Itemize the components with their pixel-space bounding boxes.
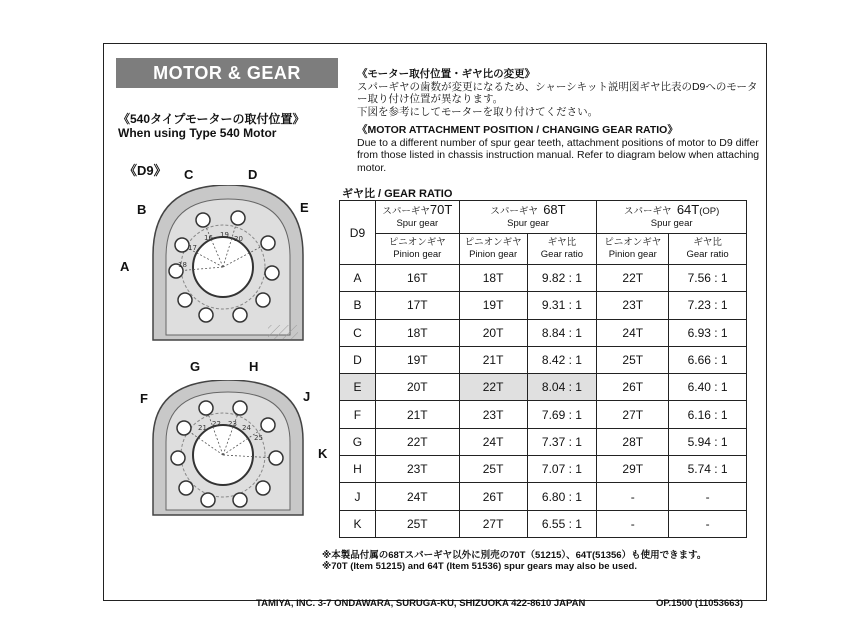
- cell-p68: 27T: [459, 510, 527, 537]
- table-row: [340, 319, 747, 346]
- hole-number: 18: [178, 261, 187, 269]
- intro-heading-en: 《MOTOR ATTACHMENT POSITION / CHANGING GEAR RATIO》: [357, 124, 678, 136]
- ratio-header: [527, 234, 597, 265]
- note-en: ※70T (Item 51215) and 64T (Item 51536) spur gears may also be used.: [322, 561, 637, 572]
- cell-r64: 7.23 : 1: [669, 292, 747, 319]
- position-label-c: C: [184, 167, 194, 182]
- cell-p70: 25T: [375, 510, 459, 537]
- spur-label-en: Spur gear: [396, 218, 439, 229]
- cell-pos: H: [340, 456, 376, 483]
- cell-p64: 28T: [597, 428, 669, 455]
- cell-p70: 23T: [375, 456, 459, 483]
- cell-p70: 22T: [375, 428, 459, 455]
- position-label-j: J: [303, 389, 311, 404]
- table-row: [340, 483, 747, 510]
- ratio-header: [669, 234, 747, 265]
- cell-pos: G: [340, 428, 376, 455]
- table-row: [340, 401, 747, 428]
- cell-r68: 8.04 : 1: [527, 374, 597, 401]
- table-row: [340, 265, 747, 292]
- cell-r68: 7.07 : 1: [527, 456, 597, 483]
- table-row: [340, 428, 747, 455]
- intro-body-jp-1: スパーギヤの歯数が変更になるため、シャーシキット説明図ギヤ比表のD9へのモーター取り付け位置が異なります。: [357, 80, 758, 105]
- table-corner: D9: [340, 201, 376, 265]
- hole-number: 25: [254, 434, 263, 442]
- cell-p70: 18T: [375, 319, 459, 346]
- cell-r64: -: [669, 483, 747, 510]
- position-label-f: F: [140, 391, 148, 406]
- motor-subtitle-jp: 《540タイプモーターの取付位置》: [118, 112, 305, 126]
- pinion-header: [597, 234, 669, 265]
- cell-p64: 26T: [597, 374, 669, 401]
- cell-p64: 29T: [597, 456, 669, 483]
- cell-p68: 22T: [459, 374, 527, 401]
- hole-number: 21: [198, 424, 207, 432]
- table-row: [340, 374, 747, 401]
- cell-p68: 18T: [459, 265, 527, 292]
- spur-label-en: Spur gear: [650, 218, 693, 229]
- spur68-value: 68T: [543, 202, 566, 217]
- cell-r68: 8.84 : 1: [527, 319, 597, 346]
- table-row: [340, 292, 747, 319]
- cell-p70: 21T: [375, 401, 459, 428]
- spur-label-jp: スパーギヤ: [382, 206, 430, 217]
- d9-label: 《D9》: [124, 163, 167, 178]
- position-label-b: B: [137, 202, 147, 217]
- cell-p64: -: [597, 483, 669, 510]
- pinion-label-en: Pinion gear: [469, 249, 518, 260]
- cell-r68: 8.42 : 1: [527, 346, 597, 373]
- hole-number: 22: [212, 420, 221, 428]
- cell-p68: 25T: [459, 456, 527, 483]
- intro-body-jp-2: 下図を参考にしてモーターを取り付けてください。: [357, 105, 599, 118]
- ratio-label-en: Gear ratio: [540, 249, 584, 260]
- cell-r64: -: [669, 510, 747, 537]
- ratio-label-jp: ギヤ比: [547, 237, 577, 248]
- cell-r64: 5.94 : 1: [669, 428, 747, 455]
- footer-code: OP.1500 (11053663): [656, 598, 743, 609]
- pinion-label-jp: ピニオンギヤ: [464, 237, 522, 248]
- spur-label-jp: スパーギヤ: [490, 206, 538, 217]
- pinion-label-jp: ピニオンギヤ: [604, 237, 662, 248]
- cell-p70: 20T: [375, 374, 459, 401]
- motor-subtitle-en: When using Type 540 Motor: [118, 126, 277, 140]
- spur64-note: (OP): [699, 206, 720, 217]
- cell-p68: 19T: [459, 292, 527, 319]
- position-label-d: D: [248, 167, 258, 182]
- hole-number: 24: [242, 424, 251, 432]
- ratio-label-en: Gear ratio: [686, 249, 729, 260]
- pinion-label-jp: ピニオンギヤ: [388, 237, 446, 248]
- cell-p64: -: [597, 510, 669, 537]
- cell-r68: 9.82 : 1: [527, 265, 597, 292]
- note-jp: ※本製品付属の68Tスパーギヤ以外に別売の70T（51215）、64T(51356）も使用できます。: [322, 550, 707, 561]
- cell-r64: 6.66 : 1: [669, 346, 747, 373]
- cell-r68: 7.37 : 1: [527, 428, 597, 455]
- cell-r64: 6.93 : 1: [669, 319, 747, 346]
- hole-number: 16: [204, 234, 213, 242]
- hole-number: 20: [234, 235, 243, 243]
- cell-r64: 6.40 : 1: [669, 374, 747, 401]
- spur70-value: 70T: [429, 202, 453, 217]
- ratio-label-jp: ギヤ比: [693, 237, 722, 248]
- intro-body-en: Due to a different number of spur gear teeth, attachment positions of motor to D9 differ from those listed in chassis instruction manual. Refer to diagram below when attaching motor.: [357, 136, 760, 174]
- pinion-label-en: Pinion gear: [608, 249, 657, 260]
- intro-text: [357, 68, 762, 174]
- table-row: [340, 346, 747, 373]
- cell-p64: 23T: [597, 292, 669, 319]
- cell-r64: 5.74 : 1: [669, 456, 747, 483]
- position-label-g: G: [190, 359, 201, 374]
- position-label-e: E: [300, 200, 309, 215]
- table-row: [340, 456, 747, 483]
- cell-p68: 24T: [459, 428, 527, 455]
- cell-r68: 9.31 : 1: [527, 292, 597, 319]
- cell-r68: 6.80 : 1: [527, 483, 597, 510]
- cell-p68: 26T: [459, 483, 527, 510]
- gear-ratio-table: [339, 200, 747, 538]
- cell-r64: 7.56 : 1: [669, 265, 747, 292]
- hole-number: 19: [220, 231, 229, 239]
- cell-pos: C: [340, 319, 376, 346]
- cell-pos: B: [340, 292, 376, 319]
- pinion-label-en: Pinion gear: [393, 249, 442, 260]
- motor-mount-diagram-top: [148, 185, 308, 345]
- intro-heading-jp: 《モーター取付位置・ギヤ比の変更》: [357, 68, 536, 80]
- table-row: [340, 510, 747, 537]
- spur-label-en: Spur gear: [507, 218, 549, 229]
- position-label-k: K: [318, 446, 328, 461]
- pinion-header: [375, 234, 459, 265]
- cell-r68: 7.69 : 1: [527, 401, 597, 428]
- section-title: MOTOR & GEAR: [116, 58, 338, 88]
- spur68-header: [459, 201, 597, 234]
- cell-p70: 17T: [375, 292, 459, 319]
- cell-p70: 19T: [375, 346, 459, 373]
- cell-p68: 21T: [459, 346, 527, 373]
- position-label-a: A: [120, 259, 130, 274]
- pinion-header: [459, 234, 527, 265]
- spur64-header: [597, 201, 747, 234]
- cell-pos: K: [340, 510, 376, 537]
- cell-pos: J: [340, 483, 376, 510]
- cell-pos: D: [340, 346, 376, 373]
- spur64-value: 64T: [676, 202, 700, 217]
- cell-p70: 16T: [375, 265, 459, 292]
- cell-p64: 25T: [597, 346, 669, 373]
- hole-number: 23: [228, 420, 237, 428]
- cell-pos: A: [340, 265, 376, 292]
- cell-p64: 22T: [597, 265, 669, 292]
- cell-pos: F: [340, 401, 376, 428]
- cell-p70: 24T: [375, 483, 459, 510]
- cell-p64: 24T: [597, 319, 669, 346]
- cell-p68: 20T: [459, 319, 527, 346]
- cell-r68: 6.55 : 1: [527, 510, 597, 537]
- position-label-h: H: [249, 359, 259, 374]
- cell-p68: 23T: [459, 401, 527, 428]
- cell-pos: E: [340, 374, 376, 401]
- gear-ratio-label: ギヤ比 / GEAR RATIO: [342, 188, 453, 200]
- footer-address: TAMIYA, INC. 3-7 ONDAWARA, SURUGA-KU, SHIZUOKA 422-8610 JAPAN: [256, 598, 586, 609]
- hole-number: 17: [188, 244, 197, 252]
- motor-mount-diagram-bottom: [148, 380, 311, 520]
- cell-p64: 27T: [597, 401, 669, 428]
- spur-label-jp: スパーギヤ: [624, 206, 672, 217]
- cell-r64: 6.16 : 1: [669, 401, 747, 428]
- spur70-header: [375, 201, 459, 234]
